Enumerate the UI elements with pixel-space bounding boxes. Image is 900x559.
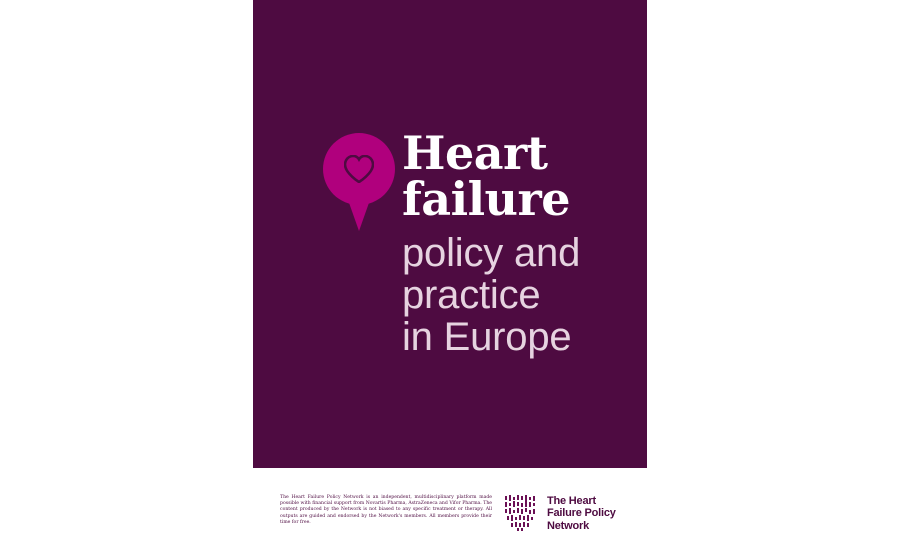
- title-light-line-2: practice: [402, 273, 541, 317]
- heart-cutout-icon: [344, 155, 374, 183]
- document-cover: [253, 0, 647, 468]
- network-wordmark: [547, 495, 616, 532]
- title-light-line-3: in Europe: [402, 315, 572, 359]
- cover-title: [402, 126, 642, 359]
- document-footer: [253, 490, 647, 540]
- heart-pin-icon: [323, 133, 395, 233]
- title-bold-line-2: failure: [402, 172, 570, 226]
- title-bold-line-1: Heart: [402, 126, 548, 180]
- wordmark-line-3: Network: [547, 519, 589, 532]
- heart-failure-policy-network-mark-icon: [503, 493, 539, 531]
- wordmark-line-1: The Heart: [547, 495, 596, 507]
- title-light-line-1: policy and: [402, 231, 581, 275]
- funding-disclaimer: The Heart Failure Policy Network is an independent, multidisciplinary platform made possible with financial support from Novartis Pharma, AstraZeneca and Vifor Pharma. The content produced by the Network is not biased to any specific treatment or therapy. All outputs are guided and endorsed by the Network's members. All members provide their time for free.: [280, 495, 492, 525]
- title-light-lines: [402, 232, 642, 358]
- network-logo: [503, 493, 643, 535]
- cover-content: [253, 0, 647, 468]
- wordmark-line-2: Failure Policy: [547, 507, 616, 520]
